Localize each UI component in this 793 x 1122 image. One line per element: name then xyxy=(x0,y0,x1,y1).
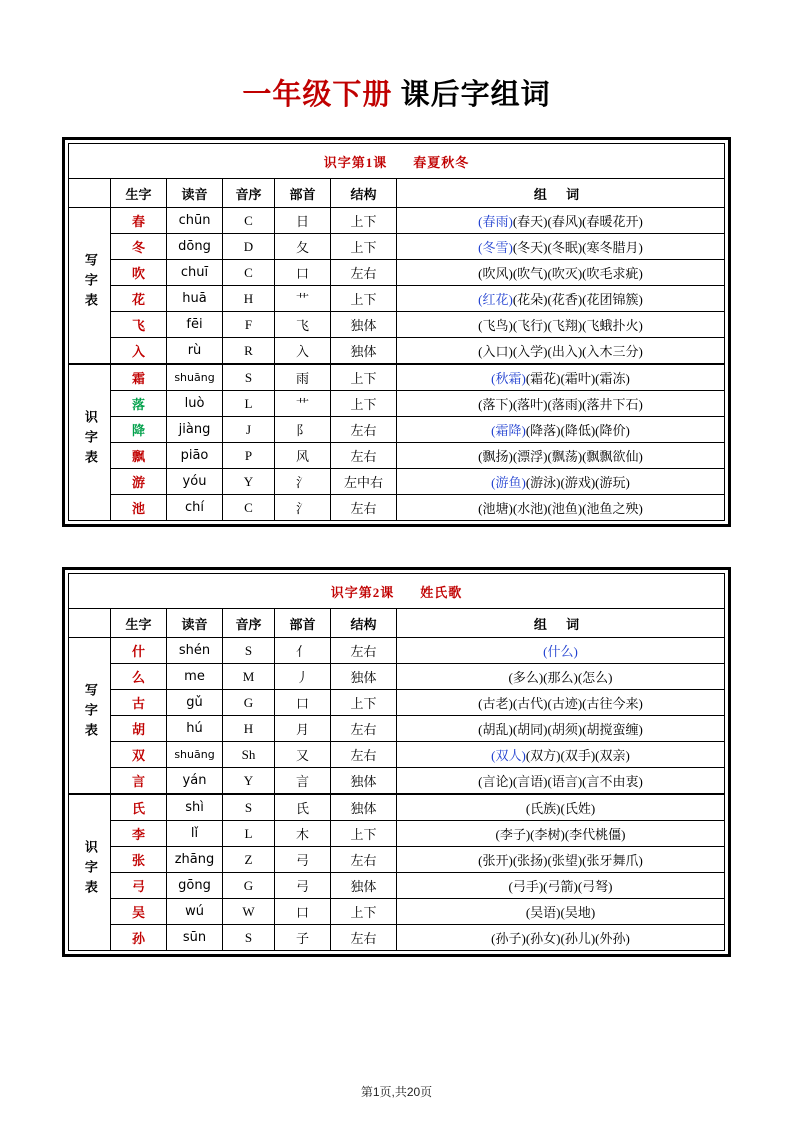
cell-structure: 独体 xyxy=(331,794,397,821)
cell-radical: 月 xyxy=(275,716,331,742)
side-label-write: 写字表 xyxy=(69,208,111,365)
cell-char: 吴 xyxy=(111,899,167,925)
table-row xyxy=(69,391,725,417)
cell-radical: 氵 xyxy=(275,495,331,521)
cell-words: (氏族)(氏姓) xyxy=(397,794,725,821)
cell-seq: L xyxy=(223,821,275,847)
cell-words: (双人)(双方)(双手)(双亲) xyxy=(397,742,725,768)
cell-radical: 又 xyxy=(275,742,331,768)
cell-pinyin: dōng xyxy=(167,234,223,260)
lesson-table-1 xyxy=(62,137,731,527)
cell-pinyin: lǐ xyxy=(167,821,223,847)
lesson-heading-title: 姓氏歌 xyxy=(420,584,463,600)
table-row xyxy=(69,469,725,495)
cell-char: 霜 xyxy=(111,364,167,391)
cell-pinyin: gōng xyxy=(167,873,223,899)
cell-radical: 口 xyxy=(275,899,331,925)
cell-char: 飞 xyxy=(111,312,167,338)
col-header-words: 组 词 xyxy=(397,179,725,208)
cell-structure: 左右 xyxy=(331,638,397,664)
col-header-radical: 部首 xyxy=(275,609,331,638)
table-row xyxy=(69,690,725,716)
cell-radical: 弓 xyxy=(275,847,331,873)
cell-char: 春 xyxy=(111,208,167,234)
cell-structure: 独体 xyxy=(331,338,397,365)
table-row xyxy=(69,768,725,795)
cell-words: (游鱼)(游泳)(游戏)(游玩) xyxy=(397,469,725,495)
cell-pinyin: rù xyxy=(167,338,223,365)
cell-seq: G xyxy=(223,873,275,899)
col-header-pinyin: 读音 xyxy=(167,609,223,638)
cell-structure: 左右 xyxy=(331,417,397,443)
cell-structure: 左右 xyxy=(331,742,397,768)
col-header-char: 生字 xyxy=(111,609,167,638)
cell-structure: 上下 xyxy=(331,391,397,417)
cell-pinyin: sūn xyxy=(167,925,223,951)
table-row xyxy=(69,847,725,873)
cell-pinyin: shuāng xyxy=(167,364,223,391)
table-row xyxy=(69,742,725,768)
cell-char: 池 xyxy=(111,495,167,521)
cell-words: (飞鸟)(飞行)(飞翔)(飞蛾扑火) xyxy=(397,312,725,338)
cell-words: (孙子)(孙女)(孙儿)(外孙) xyxy=(397,925,725,951)
cell-words: (吹风)(吹气)(吹灭)(吹毛求疵) xyxy=(397,260,725,286)
cell-words: (飘扬)(漂浮)(飘荡)(飘飘欲仙) xyxy=(397,443,725,469)
lesson-heading xyxy=(69,144,725,179)
col-header-pinyin: 读音 xyxy=(167,179,223,208)
cell-radical: 入 xyxy=(275,338,331,365)
cell-radical: 艹 xyxy=(275,391,331,417)
cell-seq: P xyxy=(223,443,275,469)
cell-pinyin: yóu xyxy=(167,469,223,495)
cell-pinyin: piāo xyxy=(167,443,223,469)
table-row xyxy=(69,312,725,338)
cell-structure: 独体 xyxy=(331,312,397,338)
table-row xyxy=(69,925,725,951)
cell-char: 游 xyxy=(111,469,167,495)
table-row xyxy=(69,794,725,821)
cell-structure: 左右 xyxy=(331,925,397,951)
cell-pinyin: gǔ xyxy=(167,690,223,716)
table-row xyxy=(69,638,725,664)
cell-structure: 上下 xyxy=(331,821,397,847)
cell-seq: W xyxy=(223,899,275,925)
cell-radical: 丿 xyxy=(275,664,331,690)
table-row xyxy=(69,873,725,899)
cell-pinyin: wú xyxy=(167,899,223,925)
cell-pinyin: chí xyxy=(167,495,223,521)
cell-char: 入 xyxy=(111,338,167,365)
cell-char: 花 xyxy=(111,286,167,312)
cell-radical: 夂 xyxy=(275,234,331,260)
cell-structure: 左右 xyxy=(331,260,397,286)
cell-words: (霜降)(降落)(降低)(降价) xyxy=(397,417,725,443)
cell-radical: 阝 xyxy=(275,417,331,443)
cell-structure: 上下 xyxy=(331,899,397,925)
side-label-write: 写字表 xyxy=(69,638,111,795)
cell-char: 么 xyxy=(111,664,167,690)
table-row xyxy=(69,417,725,443)
cell-radical: 木 xyxy=(275,821,331,847)
cell-structure: 上下 xyxy=(331,364,397,391)
col-header-seq: 音序 xyxy=(223,609,275,638)
cell-radical: 氏 xyxy=(275,794,331,821)
table-row xyxy=(69,338,725,365)
col-header-structure: 结构 xyxy=(331,609,397,638)
cell-char: 张 xyxy=(111,847,167,873)
cell-char: 胡 xyxy=(111,716,167,742)
table-row xyxy=(69,208,725,234)
cell-radical: 氵 xyxy=(275,469,331,495)
cell-structure: 左中右 xyxy=(331,469,397,495)
cell-words: (多么)(那么)(怎么) xyxy=(397,664,725,690)
cell-pinyin: zhāng xyxy=(167,847,223,873)
cell-char: 李 xyxy=(111,821,167,847)
cell-char: 什 xyxy=(111,638,167,664)
cell-words: (张开)(张扬)(张望)(张牙舞爪) xyxy=(397,847,725,873)
table-row xyxy=(69,234,725,260)
cell-char: 古 xyxy=(111,690,167,716)
cell-seq: J xyxy=(223,417,275,443)
col-header-words: 组 词 xyxy=(397,609,725,638)
cell-seq: L xyxy=(223,391,275,417)
cell-pinyin: hú xyxy=(167,716,223,742)
table-row xyxy=(69,443,725,469)
cell-pinyin: yán xyxy=(167,768,223,795)
cell-seq: S xyxy=(223,925,275,951)
cell-seq: S xyxy=(223,364,275,391)
cell-char: 冬 xyxy=(111,234,167,260)
lesson-heading xyxy=(69,574,725,609)
cell-pinyin: me xyxy=(167,664,223,690)
cell-radical: 艹 xyxy=(275,286,331,312)
cell-char: 言 xyxy=(111,768,167,795)
cell-words: (什么) xyxy=(397,638,725,664)
cell-words: (池塘)(水池)(池鱼)(池鱼之殃) xyxy=(397,495,725,521)
cell-pinyin: jiàng xyxy=(167,417,223,443)
cell-seq: F xyxy=(223,312,275,338)
cell-char: 双 xyxy=(111,742,167,768)
cell-words: (言论)(言语)(语言)(言不由衷) xyxy=(397,768,725,795)
cell-radical: 口 xyxy=(275,260,331,286)
cell-radical: 日 xyxy=(275,208,331,234)
table-row xyxy=(69,821,725,847)
cell-radical: 亻 xyxy=(275,638,331,664)
corner-cell xyxy=(69,179,111,208)
cell-words: (春雨)(春天)(春风)(春暖花开) xyxy=(397,208,725,234)
cell-structure: 左右 xyxy=(331,495,397,521)
cell-radical: 口 xyxy=(275,690,331,716)
cell-words: (胡乱)(胡同)(胡须)(胡搅蛮缠) xyxy=(397,716,725,742)
cell-char: 降 xyxy=(111,417,167,443)
page-title-black: 课后字组词 xyxy=(392,79,551,111)
cell-words: (秋霜)(霜花)(霜叶)(霜冻) xyxy=(397,364,725,391)
cell-seq: H xyxy=(223,286,275,312)
cell-seq: M xyxy=(223,664,275,690)
cell-pinyin: huā xyxy=(167,286,223,312)
cell-seq: C xyxy=(223,495,275,521)
cell-pinyin: luò xyxy=(167,391,223,417)
cell-radical: 子 xyxy=(275,925,331,951)
cell-structure: 左右 xyxy=(331,716,397,742)
col-header-seq: 音序 xyxy=(223,179,275,208)
page-title xyxy=(62,0,731,137)
cell-structure: 左右 xyxy=(331,847,397,873)
cell-char: 落 xyxy=(111,391,167,417)
page-title-red: 一年级下册 xyxy=(242,79,393,111)
side-label-read: 识字表 xyxy=(69,364,111,521)
cell-seq: Z xyxy=(223,847,275,873)
cell-pinyin: fēi xyxy=(167,312,223,338)
table-row xyxy=(69,716,725,742)
cell-char: 氏 xyxy=(111,794,167,821)
cell-words: (古老)(古代)(古迹)(古往今来) xyxy=(397,690,725,716)
cell-seq: Y xyxy=(223,768,275,795)
cell-char: 孙 xyxy=(111,925,167,951)
cell-seq: R xyxy=(223,338,275,365)
table-row xyxy=(69,260,725,286)
cell-words: (入口)(入学)(出入)(入木三分) xyxy=(397,338,725,365)
cell-structure: 独体 xyxy=(331,873,397,899)
cell-structure: 上下 xyxy=(331,234,397,260)
col-header-char: 生字 xyxy=(111,179,167,208)
cell-radical: 雨 xyxy=(275,364,331,391)
cell-structure: 左右 xyxy=(331,443,397,469)
cell-seq: C xyxy=(223,208,275,234)
cell-radical: 弓 xyxy=(275,873,331,899)
cell-seq: S xyxy=(223,638,275,664)
table-row xyxy=(69,899,725,925)
cell-seq: C xyxy=(223,260,275,286)
cell-seq: D xyxy=(223,234,275,260)
cell-structure: 上下 xyxy=(331,286,397,312)
cell-pinyin: shén xyxy=(167,638,223,664)
side-label-read: 识字表 xyxy=(69,794,111,951)
cell-pinyin: shuāng xyxy=(167,742,223,768)
lesson-heading-prefix: 识字第2课 xyxy=(330,584,395,600)
lesson-heading-title: 春夏秋冬 xyxy=(413,154,470,170)
cell-words: (弓手)(弓箭)(弓弩) xyxy=(397,873,725,899)
cell-structure: 独体 xyxy=(331,664,397,690)
corner-cell xyxy=(69,609,111,638)
cell-radical: 言 xyxy=(275,768,331,795)
cell-seq: H xyxy=(223,716,275,742)
cell-seq: Sh xyxy=(223,742,275,768)
page-footer: 第1页,共20页 xyxy=(360,1085,433,1099)
cell-words: (李子)(李树)(李代桃僵) xyxy=(397,821,725,847)
cell-radical: 飞 xyxy=(275,312,331,338)
cell-seq: S xyxy=(223,794,275,821)
table-row xyxy=(69,664,725,690)
cell-pinyin: chuī xyxy=(167,260,223,286)
cell-structure: 上下 xyxy=(331,208,397,234)
cell-words: (冬雪)(冬天)(冬眠)(寒冬腊月) xyxy=(397,234,725,260)
cell-radical: 风 xyxy=(275,443,331,469)
lesson-heading-prefix: 识字第1课 xyxy=(323,154,388,170)
cell-pinyin: chūn xyxy=(167,208,223,234)
cell-char: 飘 xyxy=(111,443,167,469)
cell-words: (吴语)(吴地) xyxy=(397,899,725,925)
table-row xyxy=(69,286,725,312)
col-header-structure: 结构 xyxy=(331,179,397,208)
cell-pinyin: shì xyxy=(167,794,223,821)
cell-structure: 上下 xyxy=(331,690,397,716)
cell-seq: Y xyxy=(223,469,275,495)
cell-structure: 独体 xyxy=(331,768,397,795)
cell-words: (落下)(落叶)(落雨)(落井下石) xyxy=(397,391,725,417)
cell-words: (红花)(花朵)(花香)(花团锦簇) xyxy=(397,286,725,312)
table-row xyxy=(69,495,725,521)
col-header-radical: 部首 xyxy=(275,179,331,208)
cell-char: 吹 xyxy=(111,260,167,286)
lesson-table-2 xyxy=(62,567,731,957)
table-row xyxy=(69,364,725,391)
cell-char: 弓 xyxy=(111,873,167,899)
cell-seq: G xyxy=(223,690,275,716)
